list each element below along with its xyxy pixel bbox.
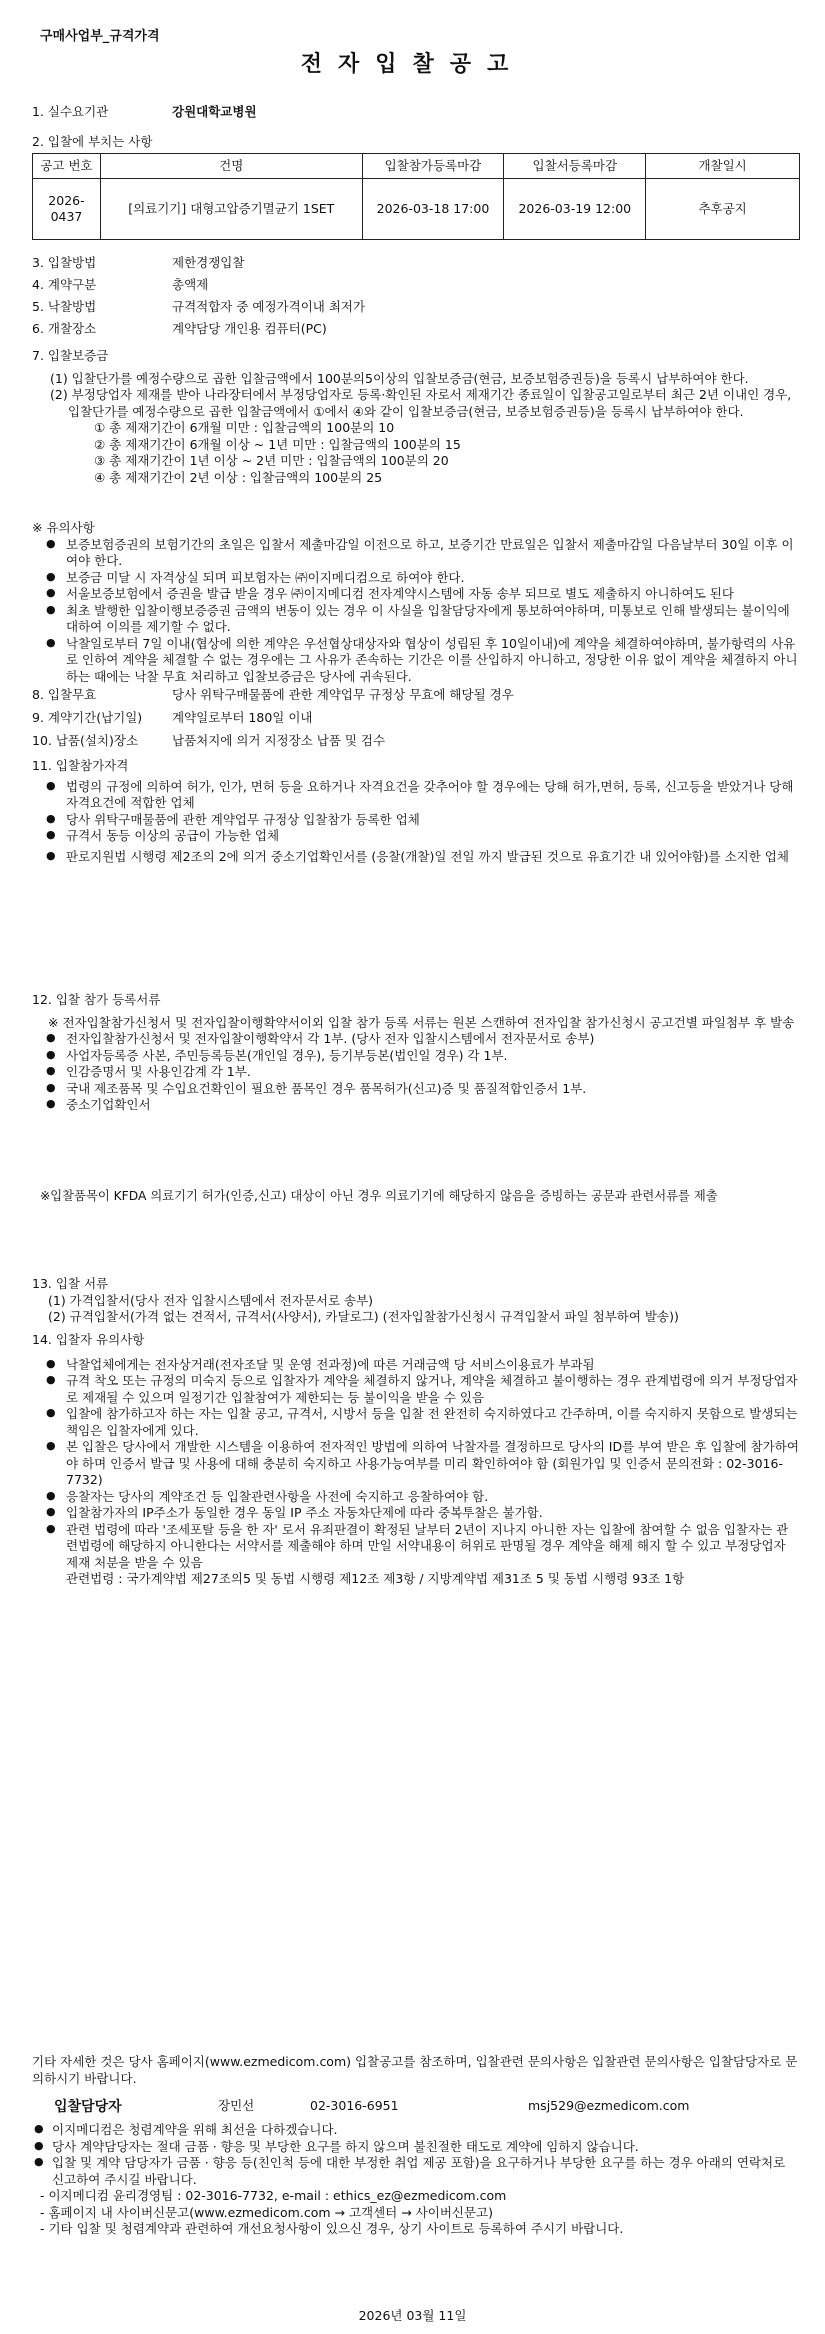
list-item: ● 본 입찰은 당사에서 개발한 시스템을 이용하여 전자적인 방법에 의하여 낙찰자를 결정하므로 당사의 ID를 부여 받은 후 입찰에 참가하여야 하며 인증서 발급 및 사용에 대해 충분히 숙지하고 사용가능여부를 미리 확인하여야 함 (회원가입 및 인증서 문의전화 : 02-3016-7732) — [32, 1439, 800, 1489]
list-item: ● 관련 법령에 따라 '조세포탈 등을 한 자' 로서 유죄판결이 확정된 날부터 2년이 지나지 아니한 자는 입찰에 참여할 수 없음 입찰자는 관련법령에 해당하지 아니한다는 서약서를 제출해야 하며 만일 서약내용이 허위로 판명될 경우 계약을 해제 해지 할 수 있고 부정당업자 제재 처분을 받을 수 있음 — [32, 1522, 800, 1572]
list-item: ● 중소기업확인서 — [32, 1097, 800, 1114]
list-item: ● 입찰 및 계약 담당자가 금품 · 향응 등(친인척 등에 대한 부정한 취업 제공 포함)을 요구하거나 부당한 요구를 하는 경우 아래의 연락처로 신고하여 주시길 바랍니다. — [32, 2155, 800, 2188]
section-contract-terms — [32, 683, 514, 752]
section-cautions — [32, 520, 800, 685]
bid-items-table-wrap — [32, 153, 800, 240]
section-label: 13. 입찰 서류 — [32, 1276, 109, 1291]
section-bid-documents — [32, 1276, 800, 1326]
contact-label: 입찰담당자 — [54, 2099, 122, 2115]
kv-key: 5. 낙찰방법 — [32, 299, 97, 314]
kv-row — [32, 296, 365, 318]
department-label: 구매사업부_규격가격 — [40, 29, 160, 44]
item-name: [의료기기] 대형고압증기멸균기 1SET — [100, 179, 362, 240]
kfda-note: ※입찰품목이 KFDA 의료기기 허가(인증,신고) 대상이 아닌 경우 의료기기에 해당하지 않음을 증빙하는 공문과 관련서류를 제출 — [40, 1189, 718, 1203]
kv-value: 납품처지에 의거 지정장소 납품 및 검수 — [172, 733, 386, 748]
section-bid-terms — [32, 252, 365, 340]
deposit-paragraph-2: (2) 부정당업자 제재를 받아 나라장터에서 부정당업자로 등록·확인된 자로서 제재기간 종료일이 입찰공고일로부터 최근 2년 이내인 경우, 입찰단가를 예정수량으로 곱한 입찰금액에서 ①에서 ④와 같이 입찰보증금(현금, 보증보험증권등)을 등록시 납부하여야 한다. — [50, 387, 792, 419]
list-item: ● 사업자등록증 사본, 주민등록등본(개인일 경우), 등기부등본(법인일 경우) 각 1부. — [32, 1048, 800, 1065]
col-header: 입찰참가등록마감 — [362, 154, 504, 179]
bid-items-table — [32, 153, 800, 240]
kv-value: 제한경쟁입찰 — [172, 255, 245, 270]
notice-date: 2026년 03월 11일 — [358, 2308, 467, 2323]
section-label: 1. 실수요기관 — [32, 104, 109, 119]
kv-row — [32, 683, 514, 706]
related-law: 관련법령 : 국가계약법 제27조의5 및 동법 시행령 제12조 제3항 / 지방계약법 제31조 5 및 동법 시행령 93조 1항 — [66, 1571, 685, 1586]
section-label: 12. 입찰 참가 등록서류 — [32, 992, 161, 1007]
contact-row — [32, 2098, 800, 2116]
section-label: 7. 입찰보증금 — [32, 348, 109, 363]
col-header: 입찰서등록마감 — [504, 154, 646, 179]
list-item: ● 입찰참가자의 IP주소가 동일한 경우 동일 IP 주소 자동차단제에 따라 중복투찰은 불가함. — [32, 1505, 800, 1522]
section-bid-deposit — [32, 348, 800, 486]
section-bidder-notes — [32, 1332, 800, 1588]
section-label: 14. 입찰자 유의사항 — [32, 1332, 145, 1347]
kv-value: 당사 위탁구매물품에 관한 계약업무 규정상 무효에 해당될 경우 — [172, 687, 514, 702]
list-item: ● 당사 계약담당자는 절대 금품 · 향응 및 부당한 요구를 하지 않으며 불친절한 태도로 계약에 임하지 않습니다. — [32, 2139, 800, 2156]
list-item: ● 규격서 동등 이상의 공급이 가능한 업체 — [32, 828, 800, 845]
kv-key: 3. 입찰방법 — [32, 255, 97, 270]
page-title: 전자입찰공고 — [300, 52, 525, 77]
kv-value: 규격적합자 중 예정가격이내 최저가 — [172, 299, 366, 314]
footer-line: - 기타 입찰 및 청렴계약과 관련하여 개선요청사항이 있으신 경우, 상기 사이트로 등록하여 주시기 바랍니다. — [40, 2221, 624, 2236]
opening-date: 추후공지 — [646, 179, 800, 240]
col-header: 건명 — [100, 154, 362, 179]
list-item: (2) 규격입찰서(가격 없는 견적서, 규격서(사양서), 카달로그) (전자입찰참가신청시 규격입찰서 파일 첨부하여 발송)) — [48, 1309, 679, 1324]
col-header: 개찰일시 — [646, 154, 800, 179]
bid-deadline: 2026-03-19 12:00 — [504, 179, 646, 240]
notice-number: 2026-0437 — [33, 179, 101, 240]
col-header: 공고 번호 — [33, 154, 101, 179]
cautions-heading: ※ 유의사항 — [32, 520, 95, 535]
deposit-paragraph-1: (1) 입찰단가를 예정수량으로 곱한 입찰금액에서 100분의5이상의 입찰보증금(현금, 보증보험증권등)을 등록시 납부하여야 한다. — [50, 370, 749, 386]
contact-phone: 02-3016-6951 — [310, 2098, 399, 2113]
kv-key: 8. 입찰무효 — [32, 687, 97, 702]
list-item: (1) 가격입찰서(당사 전자 입찰시스템에서 전자문서로 송부) — [48, 1292, 374, 1308]
kv-row — [32, 252, 365, 274]
kv-row — [32, 706, 514, 729]
contact-email: msj529@ezmedicom.com — [528, 2098, 690, 2113]
kv-row — [32, 729, 514, 752]
contact-name: 장민선 — [218, 2098, 255, 2113]
list-item: ● 서울보증보험에서 증권을 발급 받을 경우 ㈜이지메디컴 전자계약시스템에 자동 송부 되므로 별도 제출하지 아니하여도 된다 — [32, 586, 800, 603]
section-label: 11. 입찰참가자격 — [32, 758, 129, 773]
list-item: ● 규격 착오 또는 규정의 미숙지 등으로 입찰자가 계약을 체결하지 않거나, 계약을 체결하고 불이행하는 경우 관계법령에 의거 부정당업자로 제재될 수 있으며 일정기간 입찰참여가 제한되는 등 불이익을 받을 수 있음 — [32, 1373, 800, 1406]
kv-value: 계약일로부터 180일 이내 — [172, 710, 313, 725]
section-registration-docs — [32, 992, 800, 1114]
registration-note: ※ 전자입찰참가신청서 및 전자입찰이행확약서이외 입찰 참가 등록 서류는 원본 스캔하여 전자입찰 참가신청시 공고건별 파일첨부 후 발송 — [48, 1014, 795, 1030]
registration-deadline: 2026-03-18 17:00 — [362, 179, 504, 240]
table-header-row — [33, 154, 800, 179]
kv-key: 4. 계약구분 — [32, 277, 97, 292]
footer-line: - 이지메디컴 윤리경영팀 : 02-3016-7732, e-mail : ethics_ez@ezmedicom.com — [40, 2188, 507, 2203]
deposit-item: ③ 총 제재기간이 1년 이상 ~ 2년 미만 : 입찰금액의 100분의 20 — [94, 453, 449, 468]
footer-intro: 기타 자세한 것은 당사 홈페이지(www.ezmedicom.com) 입찰공고를 참조하며, 입찰관련 문의사항은 입찰관련 문의사항은 입찰담당자로 문의하시기 바랍니다. — [32, 2054, 798, 2086]
list-item: ● 이지메디컴은 청렴계약을 위해 최선을 다하겠습니다. — [32, 2122, 800, 2139]
table-row — [33, 179, 800, 240]
deposit-item: ② 총 제재기간이 6개월 이상 ~ 1년 미만 : 입찰금액의 100분의 15 — [94, 436, 461, 452]
list-item: ● 입찰에 참가하고자 하는 자는 입찰 공고, 규격서, 시방서 등을 입찰 전 완전히 숙지하였다고 간주하며, 이를 숙지하지 못함으로 발생되는 책임은 입찰자에게 있다. — [32, 1406, 800, 1439]
kv-row — [32, 274, 365, 296]
section-bid-items-label: 2. 입찰에 부치는 사항 — [32, 134, 153, 149]
section-eligibility — [32, 758, 800, 865]
footer-line: - 홈페이지 내 사이버신문고(www.ezmedicom.com → 고객센터 → 사이버신문고) — [40, 2204, 493, 2220]
list-item: ● 응찰자는 당사의 계약조건 등 입찰관련사항을 사전에 숙지하고 응찰하여야 함. — [32, 1489, 800, 1506]
section-demand-agency — [32, 104, 257, 121]
kv-row — [32, 318, 365, 340]
list-item: ● 낙찰일로부터 7일 이내(협상에 의한 계약은 우선협상대상자와 협상이 성립된 후 10일이내)에 계약을 체결하여야하며, 불가항력의 사유로 인하여 계약을 체결할 수 없는 경우에는 그 사유가 존속하는 기간은 이를 산입하지 아니하고, 정당한 이유 없이 계약을 체결하지 아니하는 때에는 낙찰 무효 처리하고 입찰보증금은 당사에 귀속된다. — [32, 636, 800, 686]
list-item: ● 보증금 미달 시 자격상실 되며 피보험자는 ㈜이지메디컴으로 하여야 한다. — [32, 570, 800, 587]
list-item: ● 최초 발행한 입찰이행보증증권 금액의 변동이 있는 경우 이 사실을 입찰담당자에게 통보하여야하며, 미통보로 인해 발생되는 불이익에 대하여 이의를 제기할 수 없다. — [32, 603, 800, 636]
list-item: ● 보증보험증권의 보험기간의 초일은 입찰서 제출마감일 이전으로 하고, 보증기간 만료일은 입찰서 제출마감일 다음날부터 30일 이후 이여야 한다. — [32, 537, 800, 570]
deposit-item: ① 총 제재기간이 6개월 미만 : 입찰금액의 100분의 10 — [94, 420, 395, 435]
kv-key: 6. 개찰장소 — [32, 321, 97, 336]
list-item: ● 당사 위탁구매물품에 관한 계약업무 규정상 입찰참가 등록한 업체 — [32, 812, 800, 829]
deposit-item: ④ 총 제재기간이 2년 이상 : 입찰금액의 100분의 25 — [94, 469, 383, 485]
kv-value: 계약담당 개인용 컴퓨터(PC) — [172, 321, 327, 336]
kv-key: 10. 납품(설치)장소 — [32, 733, 139, 748]
list-item: ● 인감증명서 및 사용인감계 각 1부. — [32, 1064, 800, 1081]
footer-ethics — [32, 2122, 800, 2238]
list-item: ● 전자입찰참가신청서 및 전자입찰이행확약서 각 1부. (당사 전자 입찰시스템에서 전자문서로 송부) — [32, 1031, 800, 1048]
list-item: ● 국내 제조품목 및 수입요건확인이 필요한 품목인 경우 품목허가(신고)증 및 품질적합인증서 1부. — [32, 1081, 800, 1098]
list-item: ● 판로지원법 시행령 제2조의 2에 의거 중소기업확인서를 (응찰(개찰)일 전일 까지 발급된 것으로 유효기간 내 있어야함)를 소지한 업체 — [32, 849, 800, 866]
list-item: ● 법령의 규정에 의하여 허가, 인가, 면허 등을 요하거나 자격요건을 갖추어야 할 경우에는 당해 허가,면허, 등록, 신고등을 받았거나 당해 자격요건에 적합한 업체 — [32, 779, 800, 812]
agency-name: 강원대학교병원 — [172, 104, 257, 119]
kv-key: 9. 계약기간(납기일) — [32, 710, 143, 725]
list-item: ● 낙찰업체에게는 전자상거래(전자조달 및 운영 전과정)에 따른 거래금액 당 서비스이용료가 부과됨 — [32, 1357, 800, 1374]
kv-value: 총액제 — [172, 277, 209, 292]
